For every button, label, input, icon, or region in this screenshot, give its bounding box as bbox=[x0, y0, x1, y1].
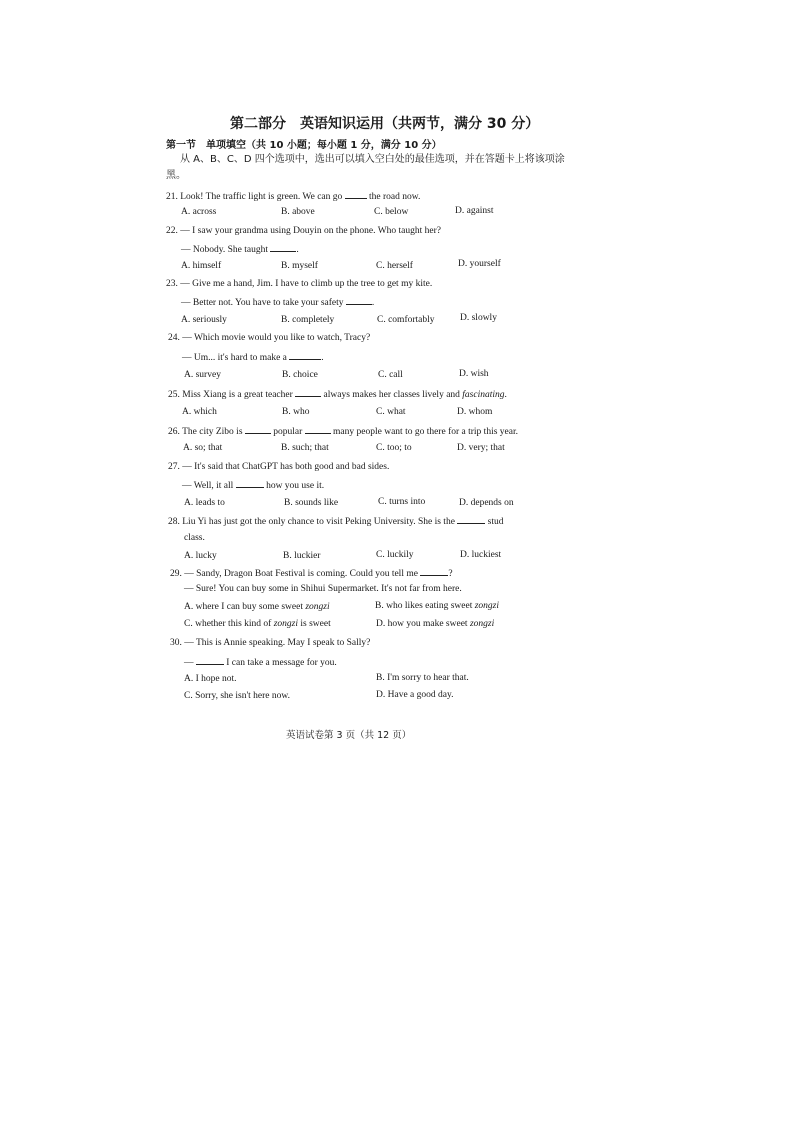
option-b: B. luckier bbox=[283, 551, 321, 561]
answer-blank bbox=[245, 424, 271, 434]
question-23-stem bbox=[166, 278, 432, 291]
stem-text: — Sandy, Dragon Boat Festival is coming. Could you tell me bbox=[184, 569, 418, 579]
option-c: C. herself bbox=[376, 261, 413, 271]
question-23-line2 bbox=[181, 295, 374, 310]
question-number: 21. bbox=[166, 192, 178, 202]
page-footer: 英语试卷第 3 页（共 12 页） bbox=[286, 730, 412, 741]
option-d: D. whom bbox=[457, 407, 493, 417]
option-a: A. himself bbox=[181, 261, 222, 271]
option-b: B. who likes eating sweet zongzi bbox=[375, 601, 500, 611]
question-number: 26. bbox=[168, 427, 180, 437]
question-29-stem bbox=[170, 566, 453, 581]
instructions: 从 A、B、C、D 四个选项中，选出可以填入空白处的最佳选项，并在答题卡上将该项涂黑。 bbox=[166, 154, 565, 181]
option-b: B. who bbox=[282, 407, 310, 417]
question-number: 24. bbox=[168, 333, 180, 343]
option-a: A. I hope not. bbox=[184, 674, 237, 684]
answer-blank bbox=[457, 514, 485, 524]
stem-text: Miss Xiang is a great teacher bbox=[182, 390, 293, 400]
answer-blank bbox=[196, 655, 224, 665]
option-c: C. comfortably bbox=[377, 315, 435, 325]
question-22-stem bbox=[166, 225, 441, 238]
answer-blank bbox=[345, 189, 367, 199]
question-28-stem bbox=[168, 514, 504, 529]
option-b: B. myself bbox=[281, 261, 318, 271]
stem-text: — Give me a hand, Jim. I have to climb up the tree to get my kite. bbox=[180, 279, 433, 289]
stem-text: — bbox=[184, 658, 194, 668]
option-d: D. depends on bbox=[459, 498, 514, 508]
stem-text: how you use it. bbox=[266, 481, 325, 491]
option-d: D. how you make sweet zongzi bbox=[376, 619, 495, 629]
stem-text: stud bbox=[487, 517, 504, 527]
option-b: B. such; that bbox=[281, 443, 329, 453]
stem-text: The city Zibo is bbox=[182, 427, 243, 437]
stem-text: I can take a message for you. bbox=[226, 658, 337, 668]
option-d: D. luckiest bbox=[460, 550, 502, 560]
stem-text: . bbox=[296, 245, 299, 255]
option-b: B. I'm sorry to hear that. bbox=[376, 673, 469, 683]
stem-text: . bbox=[371, 298, 375, 308]
question-24-stem bbox=[168, 332, 370, 345]
question-30-line2 bbox=[184, 655, 337, 670]
stem-text: ? bbox=[448, 569, 453, 579]
question-27-line2 bbox=[182, 478, 324, 493]
question-26-stem bbox=[168, 424, 518, 439]
stem-text: — Um... it's hard to make a bbox=[182, 353, 287, 363]
option-c: C. what bbox=[376, 407, 406, 417]
stem-text: — This is Annie speaking. May I speak to Sally? bbox=[184, 638, 371, 648]
section-title: 第一节 单项填空（共 10 小题；每小题 1 分，满分 10 分） bbox=[166, 140, 442, 151]
option-a: A. survey bbox=[184, 370, 221, 380]
option-a: A. so; that bbox=[183, 443, 223, 453]
question-28-line2: class. bbox=[184, 533, 205, 543]
option-a: A. leads to bbox=[184, 498, 225, 508]
option-c: C. turns into bbox=[378, 497, 426, 507]
option-c: C. whether this kind of zongzi is sweet bbox=[184, 619, 331, 629]
option-c: C. below bbox=[374, 207, 409, 217]
option-c: C. call bbox=[378, 370, 403, 380]
question-number: 30. bbox=[170, 638, 182, 648]
stem-text: — It's said that ChatGPT has both good and bad sides. bbox=[182, 462, 390, 472]
stem-text: — Well, it all bbox=[182, 481, 234, 491]
stem-text: — Better not. You have to take your safety bbox=[181, 298, 344, 308]
option-b: B. choice bbox=[282, 370, 318, 380]
option-a: A. seriously bbox=[181, 315, 227, 325]
option-b: B. completely bbox=[281, 315, 335, 325]
option-a: A. which bbox=[182, 407, 217, 417]
question-25-stem bbox=[168, 387, 507, 402]
option-d: D. Have a good day. bbox=[376, 690, 454, 700]
stem-text: — Which movie would you like to watch, Tracy? bbox=[182, 333, 371, 343]
answer-blank bbox=[295, 387, 321, 397]
stem-text: the road now. bbox=[369, 192, 421, 202]
stem-text: Liu Yi has just got the only chance to visit Peking University. She is the bbox=[182, 517, 455, 527]
question-number: 25. bbox=[168, 390, 180, 400]
stem-text: always makes her classes lively and fascinating. bbox=[323, 390, 507, 400]
stem-text: — I saw your grandma using Douyin on the phone. Who taught her? bbox=[180, 226, 442, 236]
option-d: D. against bbox=[455, 206, 494, 216]
question-27-stem bbox=[168, 461, 389, 474]
option-d: D. slowly bbox=[460, 313, 497, 323]
stem-text: . bbox=[321, 353, 324, 363]
option-c: C. too; to bbox=[376, 443, 412, 453]
question-21-stem bbox=[166, 189, 420, 204]
option-a: A. lucky bbox=[184, 551, 217, 561]
question-29-line2: — Sure! You can buy some in Shihui Supermarket. It's not far from here. bbox=[184, 584, 462, 594]
option-d: D. wish bbox=[459, 369, 489, 379]
option-d: D. very; that bbox=[457, 443, 505, 453]
stem-text: — Nobody. She taught bbox=[181, 245, 268, 255]
question-30-stem bbox=[170, 637, 370, 650]
option-a: A. where I can buy some sweet zongzi bbox=[184, 602, 330, 612]
answer-blank bbox=[236, 478, 264, 488]
question-number: 29. bbox=[170, 569, 182, 579]
option-c: C. Sorry, she isn't here now. bbox=[184, 691, 291, 701]
option-a: A. across bbox=[181, 207, 217, 217]
option-b: B. sounds like bbox=[284, 498, 339, 508]
stem-text: popular bbox=[273, 427, 303, 437]
stem-text: many people want to go there for a trip this year. bbox=[333, 427, 518, 437]
question-number: 23. bbox=[166, 279, 178, 289]
answer-blank bbox=[289, 350, 321, 360]
stem-text: Look! The traffic light is green. We can go bbox=[180, 192, 343, 202]
answer-blank bbox=[305, 424, 331, 434]
option-b: B. above bbox=[281, 207, 315, 217]
question-24-line2 bbox=[182, 350, 324, 365]
question-number: 28. bbox=[168, 517, 180, 527]
question-22-line2 bbox=[181, 242, 299, 257]
answer-blank bbox=[346, 295, 372, 305]
question-number: 27. bbox=[168, 462, 180, 472]
question-number: 22. bbox=[166, 226, 178, 236]
option-c: C. luckily bbox=[376, 550, 414, 560]
answer-blank bbox=[270, 242, 296, 252]
answer-blank bbox=[420, 566, 448, 576]
part-title: 第二部分 英语知识运用（共两节，满分 30 分） bbox=[230, 116, 540, 132]
option-d: D. yourself bbox=[458, 259, 501, 269]
